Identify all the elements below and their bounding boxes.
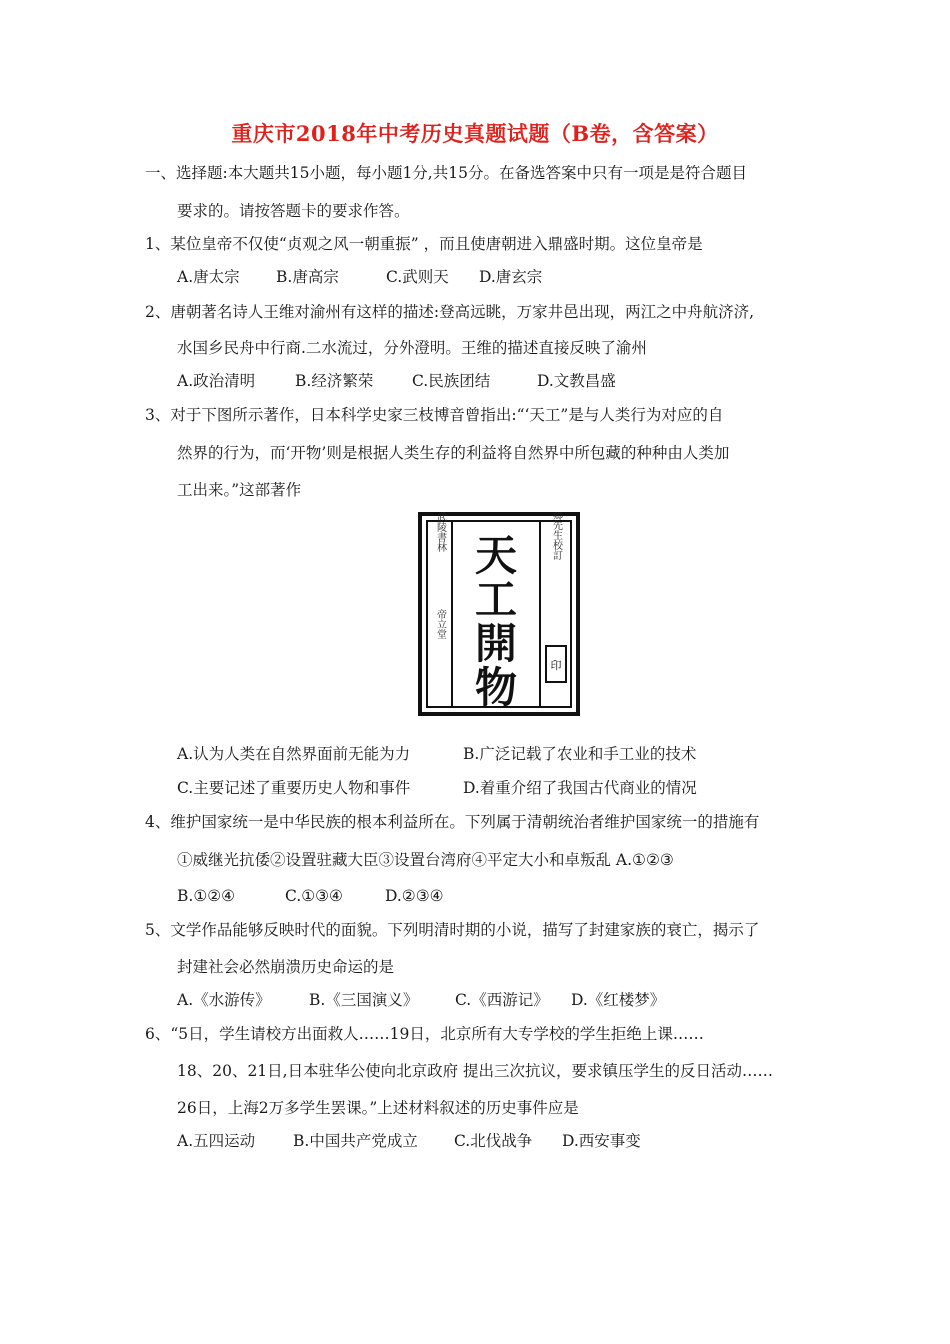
cover-char-3: 開 (474, 619, 518, 668)
question-3-stem-line3: 工出来。”这部著作 (177, 481, 302, 499)
question-1-stem: 1、某位皇帝不仅使“贞观之风一朝重振” ，而且使唐朝进入鼎盛时期。这位皇帝是 (145, 235, 703, 253)
question-6-option-a[interactable]: A.五四运动 (177, 1132, 256, 1150)
question-5-option-a[interactable]: A.《水游传》 (177, 991, 271, 1009)
cover-left-inscription-2: 帝立堂 (434, 609, 446, 639)
question-3-stem-line2: 然界的行为，而‘开物’则是根据人类生存的利益将自然界中所包藏的种种由人类加 (177, 444, 730, 462)
question-6-stem-line3: 26日，上海2万多学生罢课。”上述材料叙述的历史事件应是 (177, 1099, 579, 1117)
question-6-stem-line1: 6、“5日，学生请校方出面救人……19日，北京所有大专学校的学生拒绝上课…… (145, 1025, 704, 1043)
question-5-option-d[interactable]: D.《红楼梦》 (571, 991, 666, 1009)
question-4-option-b[interactable]: B.①②④ (177, 887, 236, 905)
question-3-option-b[interactable]: B.广泛记载了农业和手工业的技术 (463, 745, 697, 763)
section-heading-line1: 一、选择题:本大题共15小题，每小题1分,共15分。在备选答案中只有一项是是符合题目 (145, 164, 747, 182)
question-6-option-c[interactable]: C.北伐战争 (454, 1132, 533, 1150)
question-3-option-c[interactable]: C.主要记述了重要历史人物和事件 (177, 779, 411, 797)
question-6-option-d[interactable]: D.西安事变 (562, 1132, 641, 1150)
question-5-option-c[interactable]: C.《西游记》 (455, 991, 549, 1009)
question-2-option-b[interactable]: B.经济繁荣 (295, 372, 374, 390)
question-1-option-a[interactable]: A.唐太宗 (177, 268, 240, 286)
question-1-option-b[interactable]: B.唐高宗 (276, 268, 339, 286)
section-heading-line2: 要求的。请按答题卡的要求作答。 (177, 202, 410, 220)
question-1-option-d[interactable]: D.唐玄宗 (479, 268, 543, 286)
question-2-option-a[interactable]: A.政治清明 (177, 372, 256, 390)
question-4-stem-line2: ①威继光抗倭②设置驻藏大臣③设置台湾府④平定大小和卓叛乱 A.①②③ (177, 851, 674, 869)
question-2-stem-line2: 水国乡民舟中行商.二水流过，分外澄明。王维的描述直接反映了渝州 (177, 339, 647, 357)
question-5-option-b[interactable]: B.《三国演义》 (309, 991, 419, 1009)
question-6-option-b[interactable]: B.中国共产党成立 (293, 1132, 418, 1150)
document-title: 重庆市2018年中考历史真题试题（B卷，含答案） (231, 121, 719, 146)
question-3-stem-line1: 3、对于下图所示著作，日本科学史家三枝博音曾指出:“‘天工”是与人类行为对应的自 (145, 406, 724, 424)
question-1-option-c[interactable]: C.武则天 (386, 268, 449, 286)
question-5-stem-line2: 封建社会必然崩溃历史命运的是 (177, 958, 395, 976)
question-4-option-d[interactable]: D.②③④ (385, 887, 444, 905)
cover-left-inscription: 武陵書林 (434, 512, 446, 552)
question-2-option-c[interactable]: C.民族团结 (412, 372, 491, 390)
cover-stamp-text: 印 (550, 659, 562, 672)
question-3-option-a[interactable]: A.认为人类在自然界面前无能为力 (177, 745, 411, 763)
question-3-option-d[interactable]: D.着重介绍了我国古代商业的情况 (463, 779, 697, 797)
question-5-stem-line1: 5、文学作品能够反映时代的面貌。下列明清时期的小说，描写了封建家族的衰亡，揭示了 (145, 921, 760, 939)
cover-char-4: 物 (474, 663, 518, 712)
cover-char-1: 天 (474, 531, 518, 580)
tiangong-kaiwu-cover-image (418, 512, 580, 716)
cover-right-inscription: 閩鄉先生校訂 (550, 512, 562, 560)
question-2-option-d[interactable]: D.文教昌盛 (537, 372, 616, 390)
question-2-stem-line1: 2、唐朝著名诗人王维对渝州有这样的描述:登高远眺，万家井邑出现，两江之中舟航济济, (145, 303, 755, 321)
question-4-stem-line1: 4、维护国家统一是中华民族的根本利益所在。下列属于清朝统治者维护国家统一的措施有 (145, 813, 760, 831)
cover-char-2: 工 (474, 575, 518, 624)
question-6-stem-line2: 18、20、21日,日本驻华公使向北京政府 提出三次抗议，要求镇压学生的反日活动…… (177, 1062, 774, 1080)
question-4-option-c[interactable]: C.①③④ (285, 887, 343, 905)
